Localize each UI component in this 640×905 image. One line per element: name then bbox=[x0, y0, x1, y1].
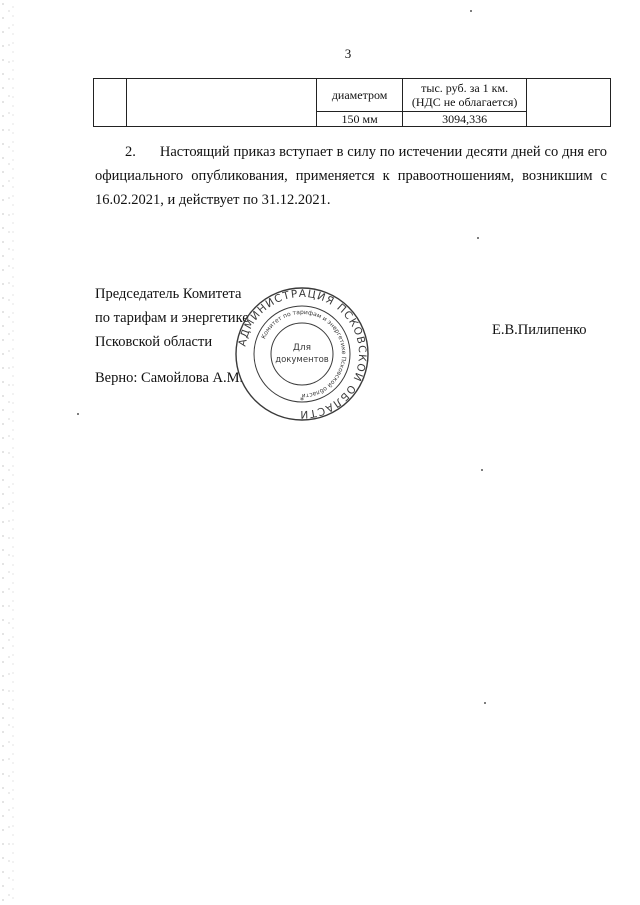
scan-speck bbox=[77, 413, 79, 415]
stamp-inner-ring bbox=[271, 323, 333, 385]
stamp-inner-text: Комитет по тарифам и энергетике Псковской области bbox=[260, 308, 348, 400]
table-cell-unit-header bbox=[403, 79, 526, 112]
signature-title-line1: Председатель Комитета bbox=[95, 286, 242, 302]
scan-speck bbox=[484, 702, 486, 704]
signature-title-line2: по тарифам и энергетике bbox=[95, 310, 249, 326]
table-cell-diameter-header: диаметром bbox=[316, 79, 403, 112]
scan-edge-noise bbox=[0, 0, 16, 905]
stamp-middle-ring bbox=[254, 306, 350, 402]
signatory-name: Е.В.Пилипенко bbox=[492, 322, 587, 338]
stamp-star-icon: * bbox=[300, 396, 304, 405]
table-row bbox=[94, 79, 611, 112]
paragraph-2 bbox=[95, 140, 607, 212]
unit-header-line2: (НДС не облагается) bbox=[411, 95, 518, 109]
scan-speck bbox=[481, 469, 483, 471]
page-number: 3 bbox=[344, 46, 352, 61]
stamp-center-line1: Для bbox=[292, 343, 312, 353]
stamp-center-line2: документов bbox=[275, 355, 329, 365]
table-cell-empty bbox=[94, 79, 127, 127]
paragraph-text: Настоящий приказ вступает в силу по истечении десяти дней со дня его официального опубликования, применяется к правоотношениям, возникшим с 16.02.2021, и действует по 31.12.2021. bbox=[95, 144, 607, 208]
table-cell-diameter: 150 мм bbox=[316, 112, 403, 127]
verified-note: Верно: Самойлова А.М. bbox=[95, 370, 244, 386]
stamp-outer-text: АДМИНИСТРАЦИЯ ПСКОВСКОЙ ОБЛАСТИ bbox=[236, 287, 369, 421]
signature-title-line3: Псковской области bbox=[95, 334, 213, 350]
table-cell-empty bbox=[526, 79, 610, 127]
scan-speck bbox=[477, 237, 479, 239]
scan-speck bbox=[470, 10, 472, 12]
table-cell-empty bbox=[126, 79, 316, 127]
table-cell-value: 3094,336 bbox=[403, 112, 526, 127]
unit-header-line1: тыс. руб. за 1 км. bbox=[421, 81, 509, 95]
official-stamp-icon bbox=[234, 286, 370, 422]
rate-table bbox=[93, 78, 611, 127]
signature-title-block bbox=[95, 282, 249, 354]
paragraph-number: 2. bbox=[125, 144, 136, 160]
